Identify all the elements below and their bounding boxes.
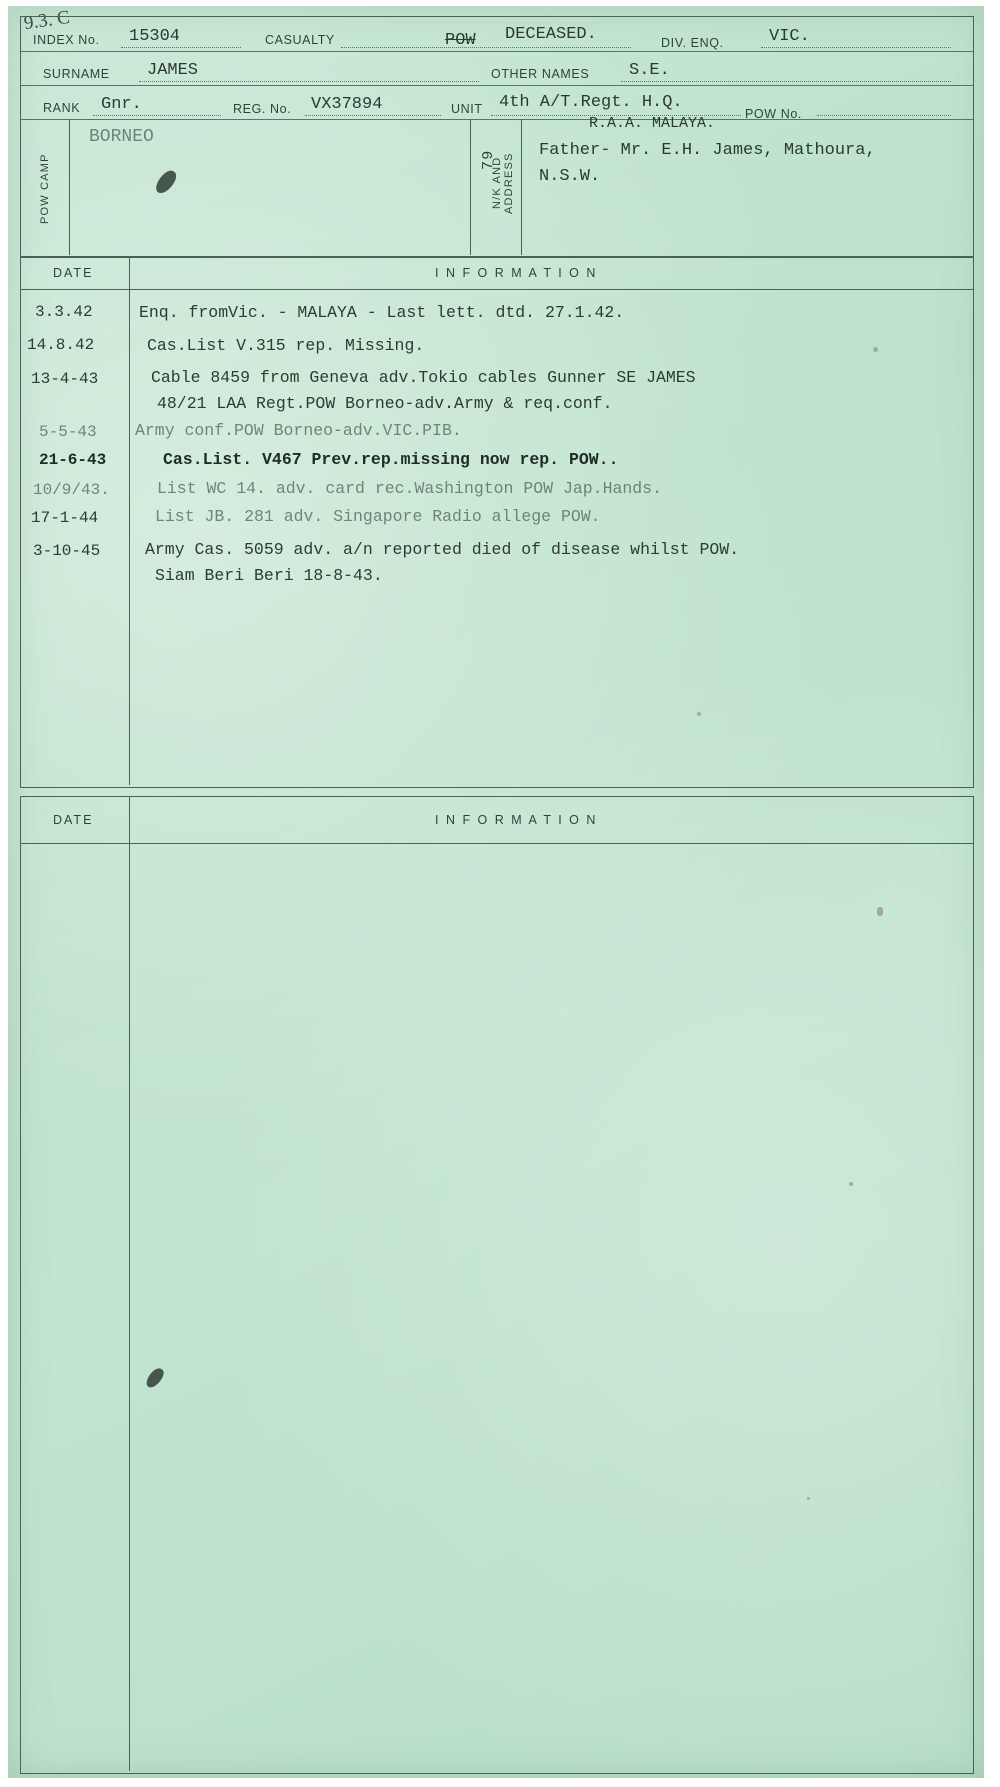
table2-info-header: I N F O R M A T I O N bbox=[435, 813, 598, 827]
nok-number: 79 bbox=[480, 149, 497, 171]
pow-camp-label: POW CAMP bbox=[39, 153, 51, 225]
ink-smudge-top bbox=[153, 167, 179, 196]
entry-text: List JB. 281 adv. Singapore Radio allege POW. bbox=[155, 507, 601, 526]
entry-text: Siam Beri Beri 18-8-43. bbox=[155, 566, 383, 585]
entry-date: 13-4-43 bbox=[31, 370, 99, 388]
reg-no-label: REG. No. bbox=[233, 102, 292, 116]
paper-fleck bbox=[877, 907, 883, 916]
powcamp-divider-right bbox=[470, 119, 471, 255]
entry-date: 5-5-43 bbox=[39, 423, 97, 441]
rank-dotted-rule bbox=[93, 115, 221, 116]
information-table-1 bbox=[20, 256, 974, 788]
unit-value-line2: R.A.A. MALAYA. bbox=[589, 115, 716, 132]
div-enq-label: DIV. ENQ. bbox=[661, 36, 724, 50]
unit-label: UNIT bbox=[451, 102, 483, 116]
index-no-value: 15304 bbox=[129, 27, 181, 46]
entry-text: Cable 8459 from Geneva adv.Tokio cables Gunner SE JAMES bbox=[151, 368, 696, 387]
other-names-label: OTHER NAMES bbox=[491, 67, 590, 81]
unit-dotted-rule bbox=[491, 115, 741, 116]
entry-date: 14.8.42 bbox=[27, 336, 95, 354]
reg-no-value: VX37894 bbox=[311, 95, 383, 114]
table2-date-header: DATE bbox=[53, 813, 94, 827]
casualty-value: DECEASED. bbox=[505, 25, 597, 44]
div-enq-value: VIC. bbox=[769, 27, 810, 46]
casualty-dotted-rule bbox=[341, 47, 631, 48]
entry-text: Army conf.POW Borneo-adv.VIC.PIB. bbox=[135, 421, 462, 440]
entry-date: 3-10-45 bbox=[33, 542, 101, 560]
paper-fleck bbox=[849, 1182, 853, 1186]
entry-date: 21-6-43 bbox=[39, 451, 107, 469]
ink-smudge-bottom bbox=[144, 1366, 166, 1391]
information-table-2 bbox=[20, 796, 974, 1774]
casualty-struck-value: POW bbox=[445, 31, 476, 50]
div-enq-dotted-rule bbox=[761, 47, 951, 48]
pow-no-label: POW No. bbox=[745, 107, 802, 121]
index-dotted-rule bbox=[121, 47, 241, 48]
table2-header-rule bbox=[21, 843, 973, 844]
reg-no-dotted-rule bbox=[305, 115, 441, 116]
table1-info-header: I N F O R M A T I O N bbox=[435, 266, 598, 280]
table2-column-divider bbox=[129, 797, 130, 1771]
surname-label: SURNAME bbox=[43, 67, 110, 81]
surname-value: JAMES bbox=[147, 61, 199, 80]
casualty-label: CASUALTY bbox=[265, 33, 335, 47]
nok-divider bbox=[521, 119, 522, 255]
entry-text: Cas.List V.315 rep. Missing. bbox=[147, 336, 425, 355]
entry-text: Cas.List. V467 Prev.rep.missing now rep. POW.. bbox=[163, 450, 619, 469]
paper-fleck bbox=[873, 347, 878, 352]
entry-text: Army Cas. 5059 adv. a/n reported died of disease whilst POW. bbox=[145, 540, 740, 559]
entry-date: 10/9/43. bbox=[33, 481, 110, 499]
header-block bbox=[20, 16, 974, 258]
paper-fleck bbox=[697, 712, 701, 716]
pow-no-dotted-rule bbox=[817, 115, 951, 116]
other-names-value: S.E. bbox=[629, 61, 670, 80]
nok-address-label: N/K AND ADDRESS bbox=[491, 152, 515, 214]
nok-line-1: Father- Mr. E.H. James, Mathoura, bbox=[539, 141, 876, 160]
entry-date: 3.3.42 bbox=[35, 303, 93, 321]
index-card bbox=[8, 6, 984, 1778]
entry-text: List WC 14. adv. card rec.Washington POW Jap.Hands. bbox=[157, 479, 662, 498]
divider-2 bbox=[21, 85, 973, 86]
pow-camp-value: BORNEO bbox=[89, 127, 154, 147]
surname-dotted-rule bbox=[139, 81, 479, 82]
entry-text: 48/21 LAA Regt.POW Borneo-adv.Army & req.conf. bbox=[157, 394, 613, 413]
entry-date: 17-1-44 bbox=[31, 509, 99, 527]
index-no-label: INDEX No. bbox=[33, 33, 100, 47]
paper-fleck bbox=[807, 1497, 810, 1500]
nok-line-2: N.S.W. bbox=[539, 167, 601, 186]
divider-1 bbox=[21, 51, 973, 52]
corner-note: 9.3. C bbox=[22, 6, 72, 35]
rank-value: Gnr. bbox=[101, 95, 142, 114]
entry-text: Enq. fromVic. - MALAYA - Last lett. dtd. 27.1.42. bbox=[139, 303, 625, 322]
rank-label: RANK bbox=[43, 101, 81, 115]
other-names-dotted-rule bbox=[621, 81, 951, 82]
unit-value: 4th A/T.Regt. H.Q. bbox=[499, 93, 683, 112]
divider-3 bbox=[21, 119, 973, 120]
powcamp-divider-left bbox=[69, 119, 70, 255]
table1-header-rule bbox=[21, 289, 973, 290]
table1-column-divider bbox=[129, 257, 130, 785]
table1-date-header: DATE bbox=[53, 266, 94, 280]
